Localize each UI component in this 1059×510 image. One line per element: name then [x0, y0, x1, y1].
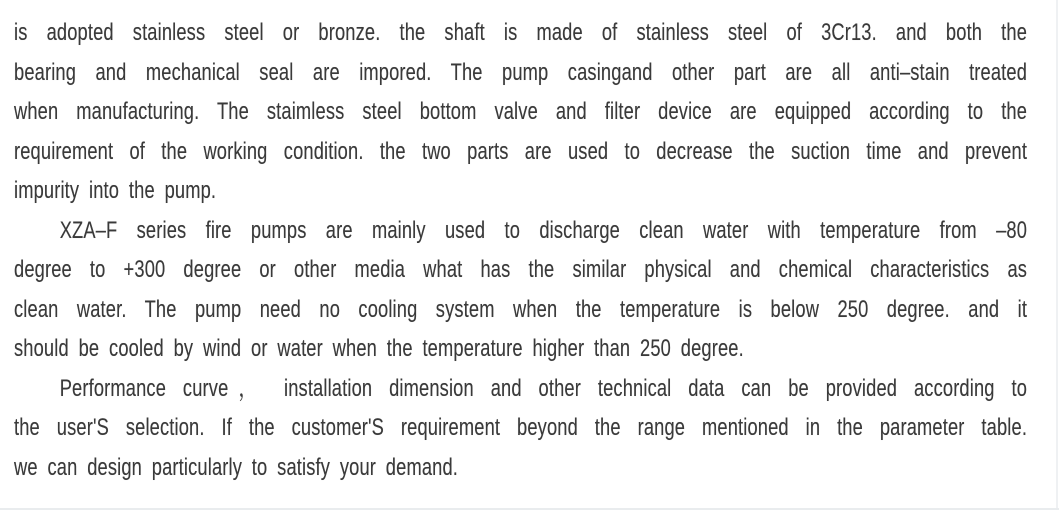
text-line: we can design particularly to satisfy your demand. [14, 453, 459, 481]
text-line: when manufacturing. The staimless steel bottom valve and filter device are equipped according to the [14, 98, 1028, 125]
text-line: is adopted stainless steel or bronze. the shaft is made of stainless steel of 3Cr13. and both the [14, 19, 1028, 46]
text-line: clean water. The pump need no cooling system when the temperature is below 250 degree. and it [14, 295, 1028, 323]
text-line: bearing and mechanical seal are impored. The pump casingand other part are all anti–stain treated [14, 58, 1028, 86]
text-line: should be cooled by wind or water when the temperature higher than 250 degree. [14, 335, 744, 362]
document-text-block [14, 13, 1027, 487]
page-edge-shade-right [1056, 0, 1058, 510]
text-line: degree to +300 degree or other media what has the similar physical and chemical characteristics as [14, 256, 1028, 283]
text-line: requirement of the working condition. the two parts are used to decrease the suction time and prevent [14, 137, 1028, 165]
text-line: XZA–F series fire pumps are mainly used to discharge clean water with temperature from –80 [59, 216, 1028, 244]
text-line: Performance curve， installation dimension and other technical data can be provided according to [59, 374, 1028, 402]
text-line: impurity into the pump. [14, 177, 217, 204]
text-line: the user'S selection. If the customer'S requirement beyond the range mentioned in the parameter table. [14, 414, 1028, 441]
